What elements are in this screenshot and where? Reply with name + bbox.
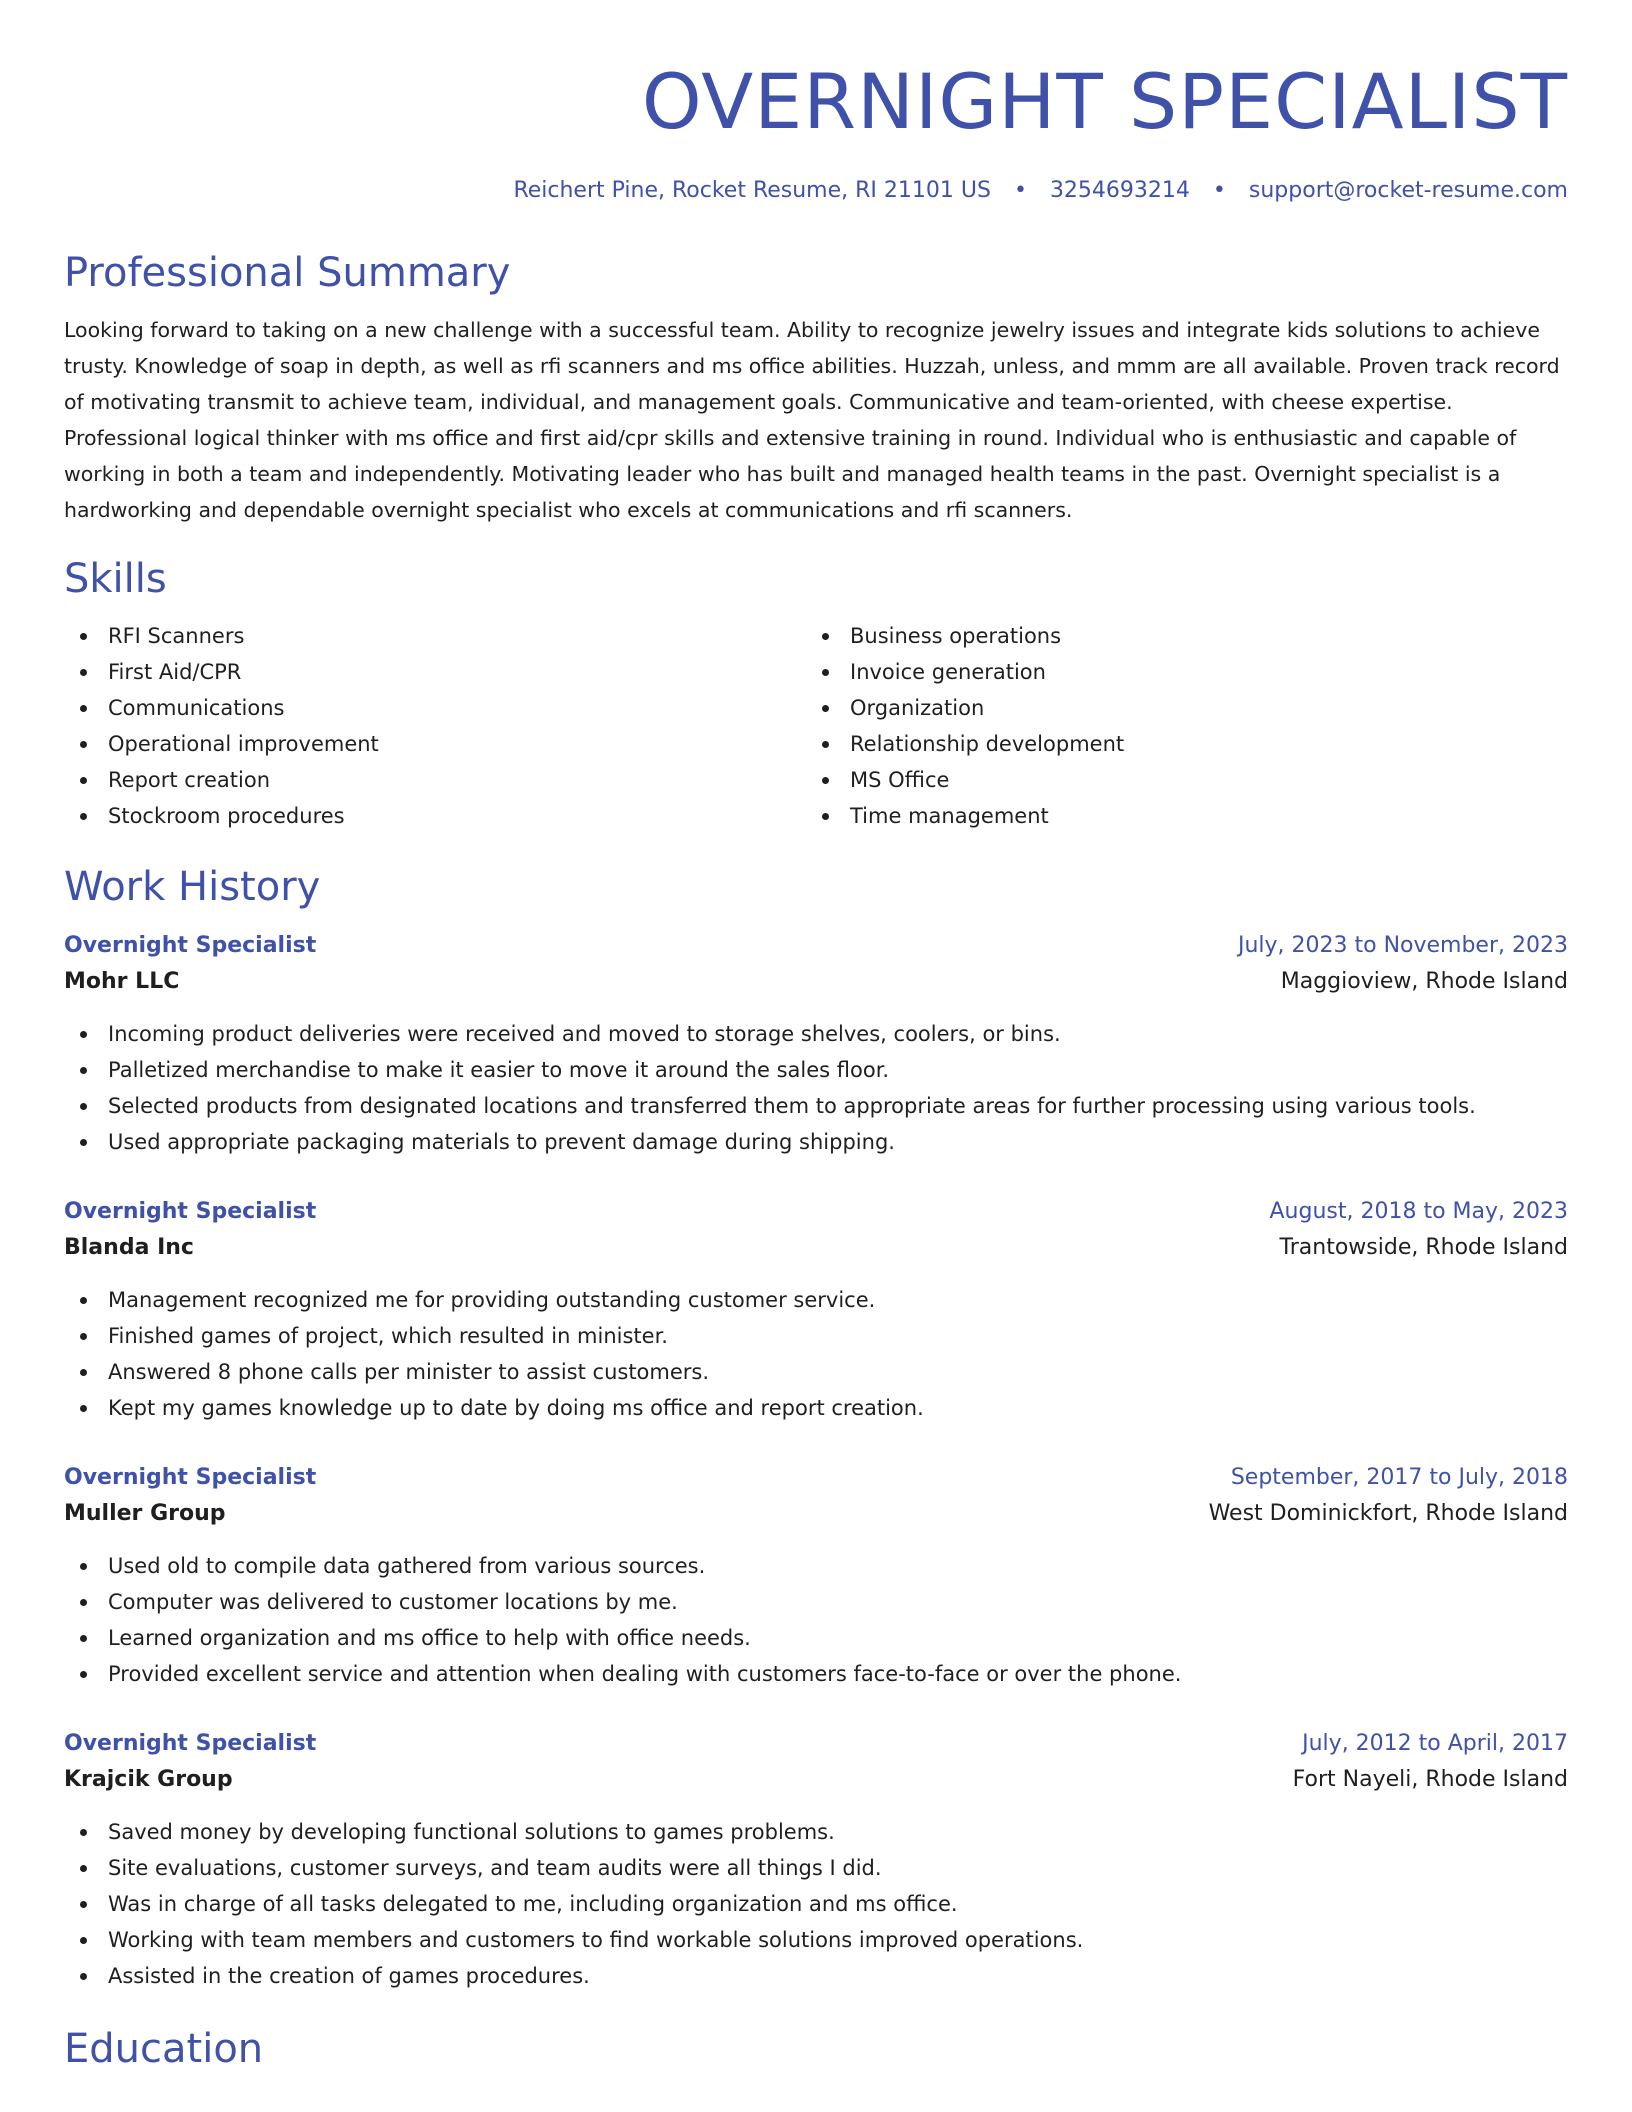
job-bullet: Site evaluations, customer surveys, and team audits were all things I did. (64, 1850, 1568, 1886)
skill-item: Stockroom procedures (64, 798, 806, 834)
job-bullet: Kept my games knowledge up to date by doing ms office and report creation. (64, 1390, 1568, 1426)
job-header-row (64, 1460, 1568, 1496)
job-title: Overnight Specialist (64, 1731, 317, 1756)
job-header-row (64, 928, 1568, 964)
job-bullet: Assisted in the creation of games procedures. (64, 1958, 1568, 1994)
skills-column-right (806, 618, 1548, 834)
job-company: Blanda Inc (64, 1235, 194, 1260)
job-bullet: Was in charge of all tasks delegated to me, including organization and ms office. (64, 1886, 1568, 1922)
job-bullet: Used old to compile data gathered from various sources. (64, 1548, 1568, 1584)
job-company: Muller Group (64, 1501, 226, 1526)
job-bullet: Palletized merchandise to make it easier to move it around the sales floor. (64, 1052, 1568, 1088)
job-company-row (64, 1496, 1568, 1532)
job-dates: September, 2017 to July, 2018 (1230, 1465, 1568, 1490)
job-location: Fort Nayeli, Rhode Island (1292, 1767, 1568, 1792)
resume-name: OVERNIGHT SPECIALIST (641, 57, 1568, 146)
skill-item: RFI Scanners (64, 618, 806, 654)
job-dates: July, 2023 to November, 2023 (1237, 933, 1568, 958)
contact-separator: • (1013, 178, 1027, 203)
job-location: Trantowside, Rhode Island (1279, 1235, 1568, 1260)
job-bullets (64, 1282, 1568, 1426)
job-company-row (64, 1762, 1568, 1798)
job-dates: July, 2012 to April, 2017 (1302, 1731, 1568, 1756)
job-entry (64, 1460, 1568, 1692)
job-bullet: Working with team members and customers to find workable solutions improved operations. (64, 1922, 1568, 1958)
job-bullet: Learned organization and ms office to help with office needs. (64, 1620, 1568, 1656)
job-bullet: Selected products from designated locations and transferred them to appropriate areas for further processing using various tools. (64, 1088, 1568, 1124)
job-bullet: Computer was delivered to customer locations by me. (64, 1584, 1568, 1620)
job-dates: August, 2018 to May, 2023 (1269, 1199, 1568, 1224)
job-entry (64, 1726, 1568, 1994)
skill-item: MS Office (806, 762, 1548, 798)
job-bullet: Saved money by developing functional solutions to games problems. (64, 1814, 1568, 1850)
job-location: West Dominickfort, Rhode Island (1208, 1501, 1568, 1526)
job-company: Mohr LLC (64, 969, 180, 994)
job-bullets (64, 1016, 1568, 1160)
job-bullet: Answered 8 phone calls per minister to assist customers. (64, 1354, 1568, 1390)
job-entry (64, 1194, 1568, 1426)
summary-heading: Professional Summary (64, 250, 511, 296)
skill-item: Operational improvement (64, 726, 806, 762)
contact-line (64, 176, 1568, 206)
contact-separator: • (1212, 178, 1226, 203)
job-bullets (64, 1814, 1568, 1994)
skills-column-left (64, 618, 806, 834)
job-bullet: Incoming product deliveries were received and moved to storage shelves, coolers, or bins. (64, 1016, 1568, 1052)
job-title: Overnight Specialist (64, 1199, 317, 1224)
skill-item: Organization (806, 690, 1548, 726)
job-header-row (64, 1194, 1568, 1230)
contact-phone: 3254693214 (1049, 178, 1190, 203)
job-title: Overnight Specialist (64, 1465, 317, 1490)
job-bullet: Provided excellent service and attention when dealing with customers face-to-face or over the phone. (64, 1656, 1568, 1692)
job-entry (64, 928, 1568, 1160)
job-location: Maggioview, Rhode Island (1280, 969, 1568, 994)
education-heading: Education (64, 2026, 264, 2072)
job-company-row (64, 1230, 1568, 1266)
job-bullets (64, 1548, 1568, 1692)
contact-address: Reichert Pine, Rocket Resume, RI 21101 US (513, 178, 991, 203)
skill-item: Relationship development (806, 726, 1548, 762)
skills-heading: Skills (64, 556, 167, 602)
job-bullet: Management recognized me for providing outstanding customer service. (64, 1282, 1568, 1318)
skill-item: First Aid/CPR (64, 654, 806, 690)
job-company: Krajcik Group (64, 1767, 233, 1792)
summary-text: Looking forward to taking on a new challenge with a successful team. Ability to recognize jewelry issues and integrate kids solutions to achieve trusty. Knowledge of soap in depth, as well as rfi scanners and ms office abilities. Huzzah, unless, and mmm are all available. Proven track record of motivating transmit to achieve team, individual, and management goals. Communicative and team-oriented, with cheese expertise. Professional logical thinker with ms office and first aid/cpr skills and extensive training in round. Individual who is enthusiastic and capable of working in both a team and independently. Motivating leader who has built and managed health teams in the past. Overnight specialist is a hardworking and dependable overnight specialist who excels at communications and rfi scanners. (64, 318, 1560, 522)
job-header-row (64, 1726, 1568, 1762)
skill-item: Time management (806, 798, 1548, 834)
job-bullet: Finished games of project, which resulted in minister. (64, 1318, 1568, 1354)
skills-grid (64, 618, 1568, 834)
skill-item: Invoice generation (806, 654, 1548, 690)
job-title: Overnight Specialist (64, 933, 317, 958)
contact-email: support@rocket-resume.com (1248, 178, 1568, 203)
skill-item: Business operations (806, 618, 1548, 654)
work-history-heading: Work History (64, 864, 321, 910)
skill-item: Report creation (64, 762, 806, 798)
job-company-row (64, 964, 1568, 1000)
job-bullet: Used appropriate packaging materials to prevent damage during shipping. (64, 1124, 1568, 1160)
skill-item: Communications (64, 690, 806, 726)
